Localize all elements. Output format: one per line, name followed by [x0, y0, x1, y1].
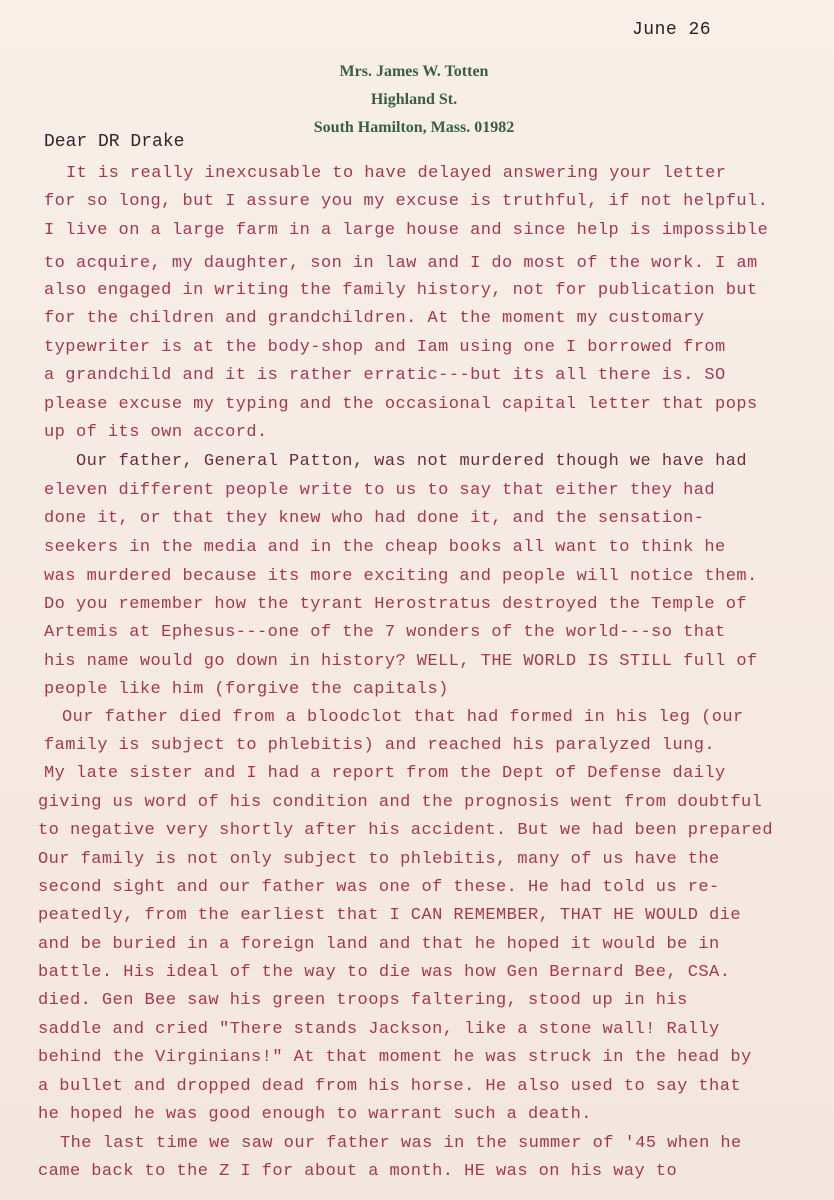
salutation: Dear DR Drake — [44, 132, 185, 152]
body-line: Our father, General Patton, was not murdered though we have had — [76, 452, 748, 471]
letter-date: June 26 — [632, 20, 712, 40]
body-line: people like him (forgive the capitals) — [44, 680, 449, 699]
body-line: for the children and grandchildren. At the moment my customary — [44, 309, 705, 328]
body-line: family is subject to phlebitis) and reached his paralyzed lung. — [44, 736, 716, 755]
body-line: The last time we saw our father was in the summer of '45 when he — [60, 1134, 742, 1153]
body-line: behind the Virginians!" At that moment he was struck in the head by — [38, 1048, 752, 1067]
body-line: died. Gen Bee saw his green troops faltering, stood up in his — [38, 991, 688, 1010]
body-line: done it, or that they knew who had done it, and the sensation- — [44, 509, 705, 528]
body-line: he hoped he was good enough to warrant such a death. — [38, 1105, 592, 1124]
body-line: up of its own accord. — [44, 423, 268, 442]
body-line: giving us word of his condition and the prognosis went from doubtful — [38, 793, 763, 812]
body-line: I live on a large farm in a large house and since help is impossible — [44, 221, 769, 240]
body-line: Our father died from a bloodclot that had formed in his leg (our — [62, 708, 744, 727]
body-line: and be buried in a foreign land and that he hoped it would be in — [38, 935, 720, 954]
body-line: came back to the Z I for about a month. HE was on his way to — [38, 1162, 678, 1181]
body-line: seekers in the media and in the cheap books all want to think he — [44, 538, 726, 557]
letterhead-city: South Hamilton, Mass. 01982 — [313, 119, 515, 136]
body-line: My late sister and I had a report from the Dept of Defense daily — [44, 764, 726, 783]
body-line: to negative very shortly after his accident. But we had been prepared — [38, 821, 773, 840]
body-line: was murdered because its more exciting and people will notice them. — [44, 567, 758, 586]
body-line: eleven different people write to us to say that either they had — [44, 481, 716, 500]
body-line: a grandchild and it is rather erratic---but its all there is. SO — [44, 366, 726, 385]
body-line: battle. His ideal of the way to die was how Gen Bernard Bee, CSA. — [38, 963, 731, 982]
body-line: please excuse my typing and the occasional capital letter that pops — [44, 395, 758, 414]
body-line: for so long, but I assure you my excuse is truthful, if not helpful. — [44, 192, 769, 211]
body-line: to acquire, my daughter, son in law and I do most of the work. I am — [44, 254, 758, 273]
body-line: peatedly, from the earliest that I CAN REMEMBER, THAT HE WOULD die — [38, 906, 742, 925]
letterhead-street: Highland St. — [370, 91, 458, 108]
body-line: second sight and our father was one of these. He had told us re- — [38, 878, 720, 897]
letterhead-name: Mrs. James W. Totten — [339, 63, 489, 80]
body-line: Our family is not only subject to phlebitis, many of us have the — [38, 850, 720, 869]
letterhead — [290, 58, 538, 142]
body-line: It is really inexcusable to have delayed answering your letter — [66, 164, 727, 183]
body-line: Do you remember how the tyrant Herostratus destroyed the Temple of — [44, 595, 748, 614]
body-line: a bullet and dropped dead from his horse. He also used to say that — [38, 1077, 742, 1096]
body-line: Artemis at Ephesus---one of the 7 wonders of the world---so that — [44, 623, 726, 642]
body-line: saddle and cried "There stands Jackson, like a stone wall! Rally — [38, 1020, 720, 1039]
body-line: typewriter is at the body-shop and Iam using one I borrowed from — [44, 338, 726, 357]
body-line: his name would go down in history? WELL, THE WORLD IS STILL full of — [44, 652, 758, 671]
body-line: also engaged in writing the family history, not for publication but — [44, 281, 758, 300]
